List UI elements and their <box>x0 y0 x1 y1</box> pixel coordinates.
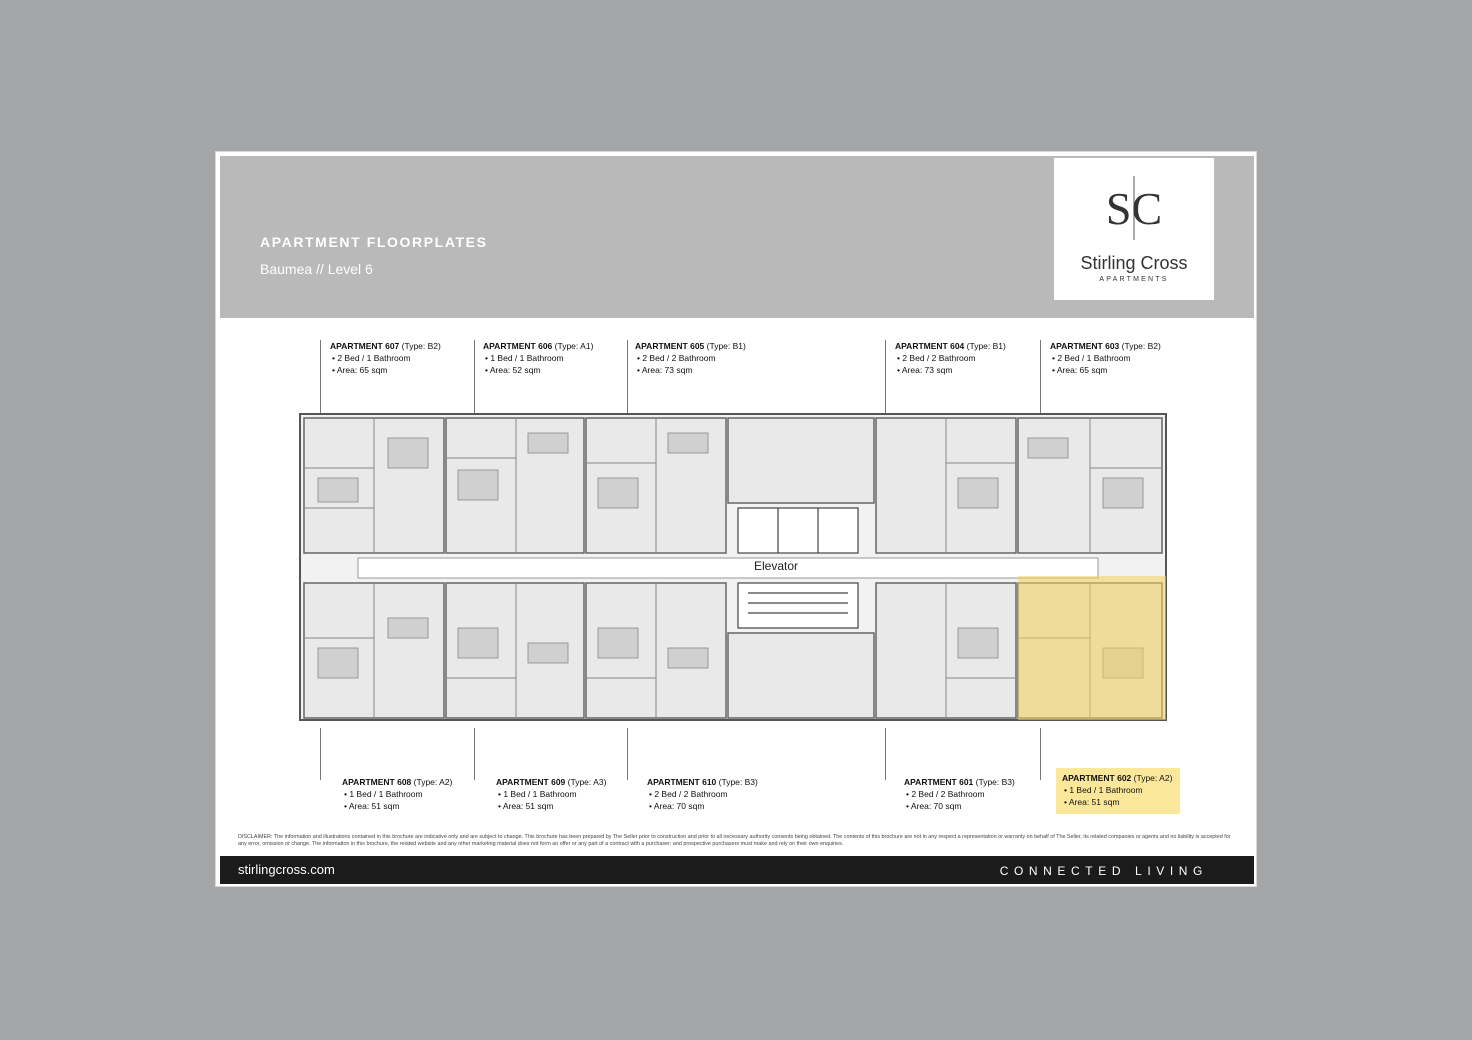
logo <box>1054 158 1214 300</box>
floor-plan <box>298 408 1168 728</box>
apartment-label-608: APARTMENT 608 (Type: A2) • 1 Bed / 1 Bathroom • Area: 51 sqm <box>342 777 453 811</box>
highlight-apartment-602 <box>1018 576 1166 720</box>
apartment-label-606: APARTMENT 606 (Type: A1) • 1 Bed / 1 Bathroom • Area: 52 sqm <box>483 341 594 375</box>
apartment-label-604: APARTMENT 604 (Type: B1) • 2 Bed / 2 Bathroom • Area: 73 sqm <box>895 341 1006 375</box>
apartment-label-609: APARTMENT 609 (Type: A3) • 1 Bed / 1 Bathroom • Area: 51 sqm <box>496 777 607 811</box>
apartment-label-602: APARTMENT 602 (Type: A2) • 1 Bed / 1 Bathroom • Area: 51 sqm <box>1056 768 1180 814</box>
tagline: CONNECTED LIVING <box>999 864 1208 878</box>
apartment-label-603: APARTMENT 603 (Type: B2) • 2 Bed / 1 Bathroom • Area: 65 sqm <box>1050 341 1161 375</box>
leader-line <box>1040 728 1041 780</box>
footer-bar <box>220 856 1254 884</box>
logo-sub: APARTMENTS <box>1099 276 1169 283</box>
brochure-sheet <box>216 152 1256 886</box>
disclaimer-text: DISCLAIMER: The information and illustrations contained in this brochure are indicative only and are subject to change. This brochure has been prepared by The Seller prior to construction and prior to all necessary authority consents being obtained. The contents of this brochure are not in any respect a representation or warranty on behalf of The Seller, its related companies or agents and no liability is accepted for any error, omission or change. The information in this brochure, the related website and any other marketing material does not form an offer or any part of a contract with a purchaser; and prospective purchasers must make and rely on their own enquiries. <box>238 834 1231 847</box>
logo-name: Stirling Cross <box>1080 253 1188 273</box>
elevator-label: Elevator <box>754 559 799 573</box>
apartment-label-610: APARTMENT 610 (Type: B3) • 2 Bed / 2 Bathroom • Area: 70 sqm <box>647 777 758 811</box>
apartment-label-601: APARTMENT 601 (Type: B3) • 2 Bed / 2 Bathroom • Area: 70 sqm <box>904 777 1015 811</box>
leader-line <box>885 728 886 780</box>
website-link[interactable]: stirlingcross.com <box>238 862 335 877</box>
apartment-label-605: APARTMENT 605 (Type: B1) • 2 Bed / 2 Bathroom • Area: 73 sqm <box>635 341 746 375</box>
logo-monogram-icon <box>1094 176 1174 240</box>
page-title: APARTMENT FLOORPLATES <box>260 234 488 250</box>
logo-monogram-text: SC <box>1105 183 1163 234</box>
leader-line <box>474 728 475 780</box>
apartment-label-607: APARTMENT 607 (Type: B2) • 2 Bed / 1 Bathroom • Area: 65 sqm <box>330 341 441 375</box>
leader-line <box>627 728 628 780</box>
page-subtitle: Baumea // Level 6 <box>260 261 373 277</box>
header-banner <box>220 156 1254 318</box>
leader-line <box>320 728 321 780</box>
